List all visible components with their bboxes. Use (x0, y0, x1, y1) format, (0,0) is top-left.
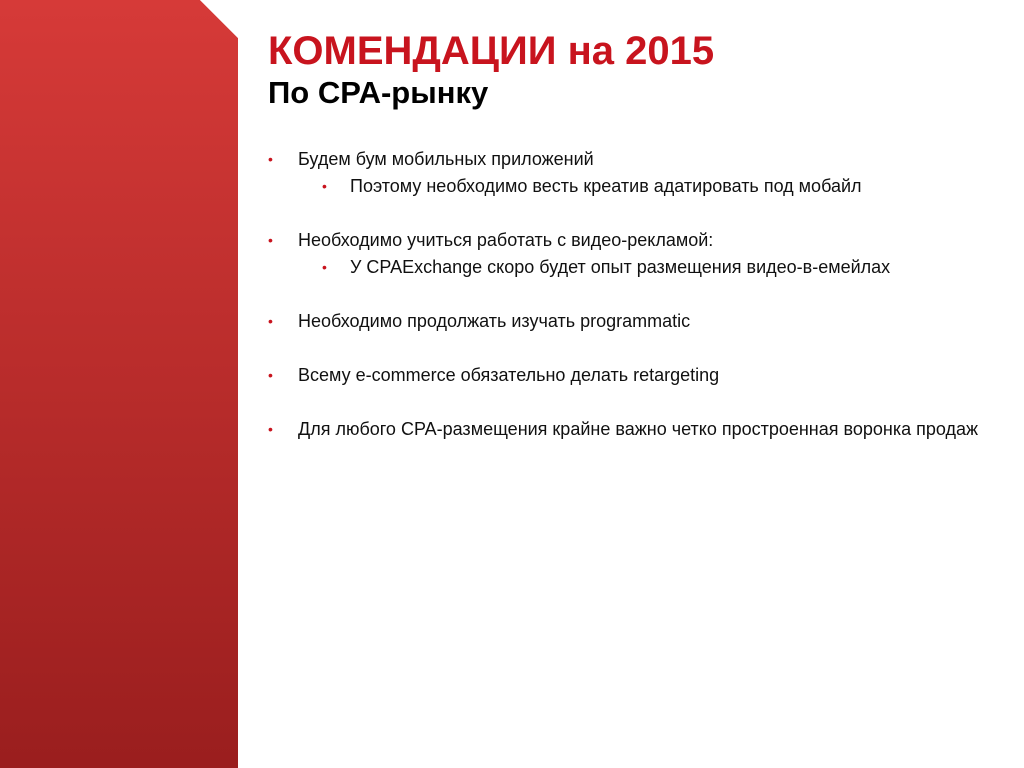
bullet-dot-icon: • (322, 259, 327, 275)
slide-subtitle: По CPA-рынку (268, 75, 489, 110)
bullet-item (268, 362, 998, 389)
bullet-dot-icon: • (268, 313, 273, 329)
sub-bullet-list (298, 173, 998, 200)
bullet-dot-icon: • (268, 151, 273, 167)
bullet-dot-icon: • (322, 178, 327, 194)
sub-bullet-list (298, 254, 998, 281)
bullet-item (268, 227, 998, 281)
bullet-text: Будем бум мобильных приложений (298, 149, 594, 169)
sub-bullet-item (298, 173, 998, 200)
bullet-text: Всему e-commerce обязательно делать retargeting (298, 365, 720, 385)
bullet-text: Необходимо учиться работать с видео-рекламой: (298, 230, 714, 250)
slide-title: КОМЕНДАЦИИ на 2015 (268, 29, 715, 73)
bullet-dot-icon: • (268, 367, 273, 383)
sub-bullet-text: У CPAExchange скоро будет опыт размещения видео-в-емейлах (350, 257, 891, 277)
bullet-text: Для любого CPA-размещения крайне важно четко простроенная воронка продаж (298, 419, 979, 439)
red-side-band (0, 0, 240, 768)
bullet-item (268, 308, 998, 335)
bullet-dot-icon: • (268, 421, 273, 437)
sub-bullet-text: Поэтому необходимо весть креатив адатировать под мобайл (350, 176, 862, 196)
bullet-dot-icon: • (268, 232, 273, 248)
slide-content (268, 28, 998, 470)
bullet-list (268, 146, 998, 443)
bullet-item (268, 416, 998, 443)
bullet-text: Необходимо продолжать изучать programmatic (298, 311, 691, 331)
sub-bullet-item (298, 254, 998, 281)
bullet-item (268, 146, 998, 200)
